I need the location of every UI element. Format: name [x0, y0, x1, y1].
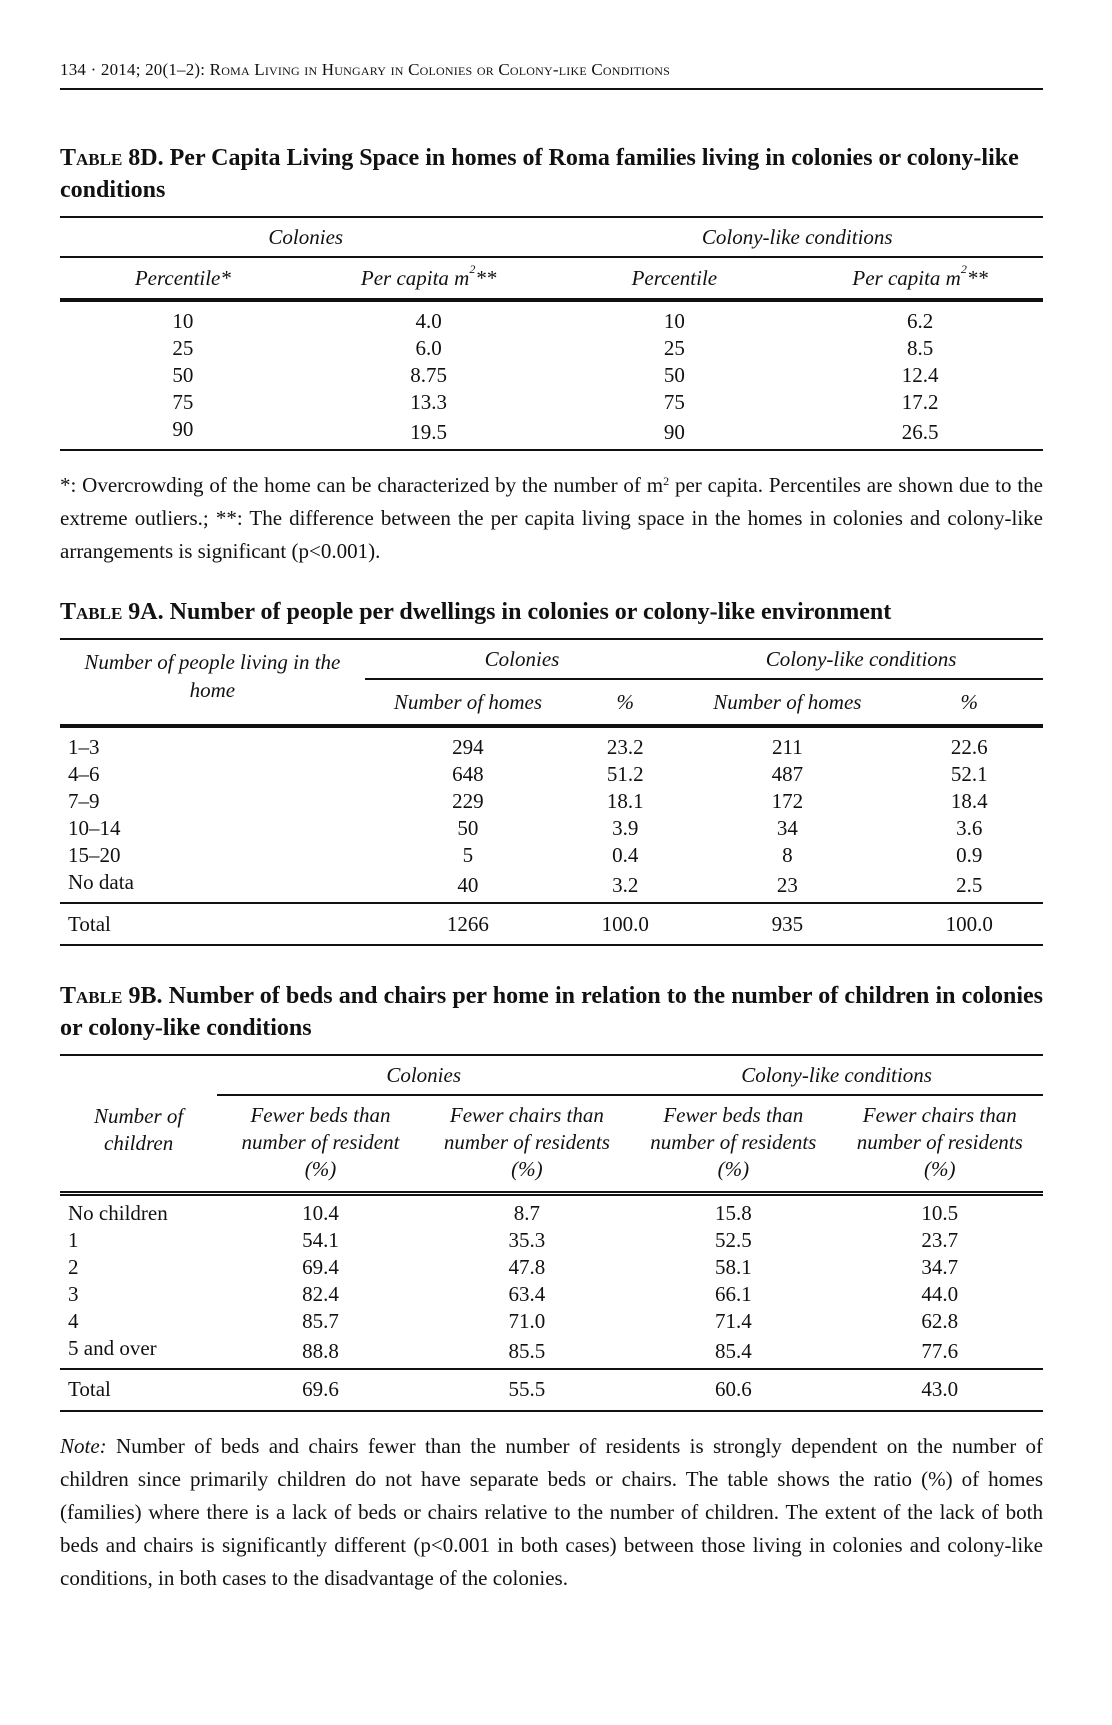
table-cell: 18.1	[606, 789, 644, 813]
table-cell: 5 and over	[68, 1335, 157, 1360]
table-cell: 19.5	[410, 420, 447, 444]
table-row-total	[60, 903, 1043, 945]
col-header-chairs-colony-like: Fewer chairs than number of residents (%)	[856, 1103, 1023, 1181]
table-cell: 12.4	[901, 363, 939, 387]
row-header-people: Number of people living in the home	[60, 639, 365, 726]
table-cell: 40	[457, 873, 479, 897]
table-cell: 13.3	[410, 390, 447, 414]
table-row	[60, 416, 1043, 450]
table-8d	[60, 216, 1043, 451]
table-cell: 487	[771, 762, 804, 786]
table-row	[60, 788, 1043, 815]
superscript: 2	[960, 261, 967, 276]
group-header-colonies: Colonies	[365, 639, 680, 679]
table-cell: 8	[782, 843, 793, 867]
page	[60, 60, 1043, 1595]
table-cell: 15.8	[714, 1200, 752, 1225]
table-cell: 0.4	[612, 843, 639, 867]
page-number: 134	[60, 60, 87, 79]
table-cell: 23.7	[921, 1227, 959, 1252]
table-9b-label: Table 9B.	[60, 983, 163, 1009]
col-header-chairs-colonies: Fewer chairs than number of residents (%)	[443, 1103, 610, 1181]
table-cell: 3.9	[612, 816, 639, 840]
table-cell: 23	[776, 873, 798, 897]
table-row	[60, 362, 1043, 389]
table-9a-caption	[60, 596, 1043, 628]
table-row	[60, 1055, 1043, 1095]
table-cell: 85.7	[302, 1308, 339, 1333]
table-cell: 55.5	[508, 1377, 546, 1401]
table-row	[60, 335, 1043, 362]
table-cell: 69.6	[302, 1377, 339, 1401]
table-cell: 2	[68, 1254, 79, 1279]
col-header-per-capita: Per capita $m^2**$	[360, 261, 497, 290]
table-cell: 3.2	[612, 873, 639, 897]
table-cell	[60, 300, 1043, 308]
table-cell: 6.0	[415, 336, 442, 360]
table-cell: 0.9	[956, 843, 983, 867]
table-cell: 69.4	[302, 1254, 339, 1279]
table-cell: 1266	[446, 911, 489, 936]
table-cell: 82.4	[302, 1281, 339, 1306]
table-cell: 15–20	[68, 843, 121, 867]
table-cell: 90	[663, 420, 685, 444]
table-cell: 935	[771, 911, 804, 936]
row-header-children: Number of children	[94, 1104, 184, 1155]
table-cell: 50	[663, 363, 685, 387]
col-header-pct-2: %	[960, 689, 978, 714]
table-row	[60, 869, 1043, 903]
table-row	[60, 1227, 1043, 1254]
table-cell: 50	[457, 816, 479, 840]
running-title: Roma Living in Hungary in Colonies or Colony-like Conditions	[209, 60, 670, 79]
table-row	[60, 1335, 1043, 1369]
table-cell: 2.5	[956, 873, 983, 897]
table-cell: 1–3	[68, 735, 100, 759]
table-cell: 88.8	[302, 1338, 339, 1363]
table-8d-note: *: Overcrowding of the home can be characterized by the number of $m^2$ per capita. Percentiles are shown due to the extreme outliers.; **: The difference between the per capita living space in the homes in colonies and colony-like arrangements is significant (p<0.001).	[60, 473, 1043, 563]
table-row	[60, 726, 1043, 734]
table-row	[60, 734, 1043, 761]
table-cell: Total	[68, 911, 111, 936]
table-cell: 63.4	[508, 1281, 546, 1306]
table-cell: 18.4	[950, 789, 988, 813]
table-row	[60, 1281, 1043, 1308]
table-cell: 10.4	[302, 1200, 339, 1225]
table-cell: No data	[68, 870, 134, 894]
table-cell: 294	[452, 735, 484, 759]
table-row-total	[60, 1369, 1043, 1411]
table-row	[60, 639, 1043, 679]
table-cell: 3.6	[956, 816, 983, 840]
table-cell: 10	[663, 309, 685, 333]
col-header-percentile: Percentile*	[134, 265, 231, 290]
table-cell: 22.6	[950, 735, 988, 759]
table-cell	[60, 1055, 217, 1095]
table-9a-title: Number of people per dwellings in colonies or colony-like environment	[169, 599, 892, 625]
table-cell: 211	[772, 735, 803, 759]
table-cell: 54.1	[302, 1227, 339, 1252]
group-header-colony-like: Colony-like conditions	[679, 639, 1043, 679]
table-row	[60, 300, 1043, 308]
group-header-colonies: Colonies	[60, 217, 552, 257]
table-row	[60, 842, 1043, 869]
table-cell: 1	[68, 1227, 79, 1252]
table-cell: 34.7	[921, 1254, 959, 1279]
table-cell: 4	[68, 1308, 79, 1333]
table-cell: 10	[172, 309, 194, 333]
table-cell: 23.2	[606, 735, 644, 759]
table-cell: 4.0	[415, 309, 442, 333]
table-cell: 172	[771, 789, 804, 813]
table-row	[60, 1095, 1043, 1194]
note-text: Number of beds and chairs fewer than the number of residents is strongly dependent on the number of children since primarily children do not have separate beds or chairs. The table shows the ratio (%) of homes (families) where there is a lack of beds or chairs relative to the number of children. The extent of the lack of both beds and chairs is significantly different (p<0.001 in both cases) between those living in colonies and colony-like conditions, in both cases to the disadvantage of the colonies.	[60, 1433, 1043, 1590]
table-9a-label: Table 9A.	[60, 599, 164, 625]
table-cell: 100.0	[945, 911, 993, 936]
col-header-beds-colonies: Fewer beds than number of resident (%)	[241, 1103, 400, 1181]
table-cell: 71.0	[508, 1308, 546, 1333]
col-header-homes: Number of homes	[393, 689, 543, 714]
note-label: Note:	[60, 1433, 107, 1458]
col-header-beds-colony-like: Fewer beds than number of residents (%)	[650, 1103, 817, 1181]
table-cell: 60.6	[714, 1377, 752, 1401]
table-cell: 4–6	[68, 762, 100, 786]
table-cell: 229	[452, 789, 484, 813]
citation: 2014; 20(1–2):	[100, 60, 206, 79]
table-row	[60, 761, 1043, 788]
col-header-per-capita-2: Per capita $m^2**$	[852, 261, 988, 290]
table-cell: 5	[462, 843, 474, 867]
table-8d-title: Per Capita Living Space in homes of Roma families living in colonies or colony-like conditions	[60, 145, 1019, 203]
table-cell: 47.8	[508, 1254, 546, 1279]
table-cell: 52.5	[714, 1227, 752, 1252]
table-cell	[60, 726, 1043, 734]
table-cell: 8.5	[907, 336, 934, 360]
table-cell: 7–9	[68, 789, 100, 813]
table-cell: 58.1	[714, 1254, 752, 1279]
table-cell: 34	[776, 816, 798, 840]
table-cell: 90	[172, 417, 194, 441]
table-row	[60, 308, 1043, 335]
table-cell: 75	[172, 390, 194, 414]
col-header-pct: %	[616, 689, 634, 714]
table-cell: 100.0	[601, 911, 649, 936]
table-row	[60, 257, 1043, 300]
table-9b-note	[60, 1430, 1043, 1595]
table-cell: 44.0	[921, 1281, 959, 1306]
table-cell: 26.5	[901, 420, 939, 444]
table-row	[60, 217, 1043, 257]
running-head	[60, 60, 1043, 90]
group-header-colony-like: Colony-like conditions	[552, 217, 1044, 257]
table-row	[60, 815, 1043, 842]
table-cell: 10.5	[921, 1200, 959, 1225]
table-cell: 648	[452, 762, 484, 786]
table-cell: 3	[68, 1281, 79, 1306]
table-cell: 10–14	[68, 816, 121, 840]
superscript: 2	[663, 474, 670, 488]
table-cell: 71.4	[714, 1308, 752, 1333]
table-cell: Total	[68, 1377, 111, 1401]
table-cell: 17.2	[901, 390, 939, 414]
table-cell: 66.1	[714, 1281, 752, 1306]
table-9b-title: Number of beds and chairs per home in relation to the number of children in colonies or colony-like conditions	[60, 983, 1044, 1041]
table-cell: 25	[663, 336, 685, 360]
table-cell: 85.5	[508, 1338, 546, 1363]
table-cell: 50	[172, 363, 194, 387]
table-cell: 52.1	[950, 762, 988, 786]
table-row	[60, 1308, 1043, 1335]
table-cell: 75	[663, 390, 685, 414]
table-cell: 25	[172, 336, 194, 360]
table-8d-caption	[60, 142, 1043, 206]
table-cell: 77.6	[921, 1338, 959, 1363]
separator: ·	[90, 60, 97, 79]
table-cell: No children	[68, 1200, 168, 1225]
table-cell: 51.2	[606, 762, 644, 786]
table-9a	[60, 638, 1043, 946]
group-header-colonies: Colonies	[217, 1055, 630, 1095]
table-cell: 62.8	[921, 1308, 959, 1333]
group-header-colony-like: Colony-like conditions	[630, 1055, 1043, 1095]
table-cell: 8.75	[410, 363, 447, 387]
table-row	[60, 389, 1043, 416]
table-cell: 35.3	[508, 1227, 546, 1252]
table-9b-caption	[60, 980, 1043, 1044]
table-cell: 6.2	[907, 309, 934, 333]
col-header-homes-2: Number of homes	[713, 689, 862, 714]
table-row	[60, 1254, 1043, 1281]
table-cell: 43.0	[921, 1377, 959, 1401]
table-9b	[60, 1054, 1043, 1412]
table-row	[60, 1200, 1043, 1227]
table-8d-label: Table 8D.	[60, 145, 164, 171]
table-cell: 8.7	[513, 1200, 541, 1225]
superscript: 2	[469, 261, 476, 276]
table-cell: 85.4	[714, 1338, 752, 1363]
col-header-percentile-2: Percentile	[631, 265, 718, 290]
